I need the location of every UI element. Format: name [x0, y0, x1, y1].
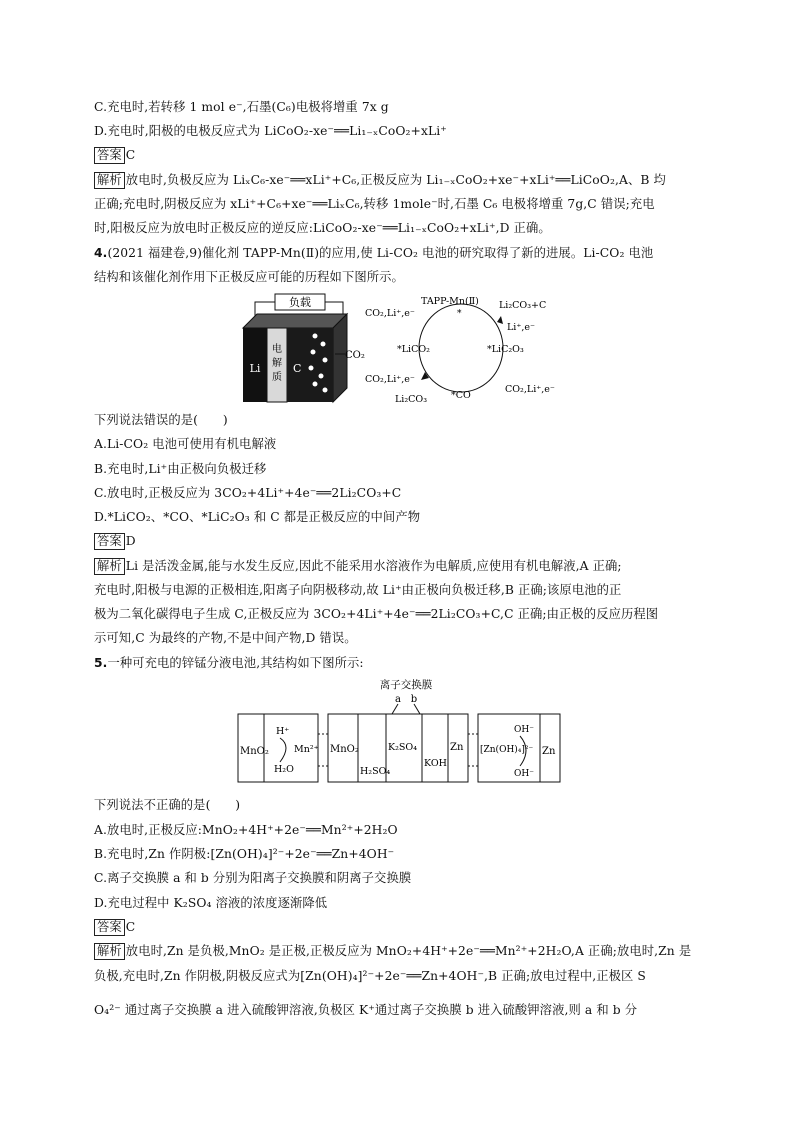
analysis-line-6: 极为二氧化碳得电子生成 C,正极反应为 3CO₂+4Li⁺+4e⁻══2Li₂CO₃+C,C 正确;由正极的反应历程图 [94, 607, 659, 621]
q5-option-d: D.充电过程中 K₂SO₄ 溶液的浓度逐渐降低 [94, 896, 328, 910]
zn-mn-battery-figure [236, 676, 562, 788]
analysis-line-5: 充电时,阳极与电源的正极相连,阳离子向阴极移动,故 Li⁺由正极向负极迁移,B 正确;该原电池的正 [94, 583, 622, 597]
question-5-line-1 [94, 653, 364, 673]
cycle-reagent-bottom-right: CO₂,Li⁺,e⁻ [505, 384, 555, 395]
analysis-line-1 [94, 170, 666, 190]
question-number: 5. [94, 656, 108, 670]
answer-tag: 答案 [94, 533, 125, 550]
question-4-line-1 [94, 243, 653, 263]
answer-tag: 答案 [94, 919, 125, 936]
q5-option-a: A.放电时,正极反应:MnO₂+4H⁺+2e⁻══Mn²⁺+2H₂O [94, 823, 398, 837]
electrolyte-char-1: 电 [272, 344, 282, 355]
cycle-arrowhead-1 [497, 316, 503, 324]
pointer-a [392, 704, 398, 714]
question-4-prompt: 下列说法错误的是( ) [94, 413, 228, 427]
cycle-byproduct: Li₂CO₃ [395, 394, 428, 404]
membrane-a-label: a [395, 694, 401, 705]
cycle-product-top: Li₂CO₃+C [499, 300, 547, 311]
catalyst-label: TAPP-Mn(Ⅱ) [421, 296, 479, 307]
answer-line-1 [94, 145, 135, 165]
mid-mno2: MnO₂ [330, 744, 359, 755]
electrolyte-char-3: 质 [272, 372, 282, 383]
mid-zn: Zn [450, 742, 464, 753]
mid-koh: KOH [424, 758, 447, 769]
li-co2-battery-figure [235, 292, 565, 404]
right-oh-top: OH⁻ [514, 725, 534, 735]
answer-tag: 答案 [94, 147, 125, 164]
right-oh-bottom: OH⁻ [514, 769, 534, 779]
left-hplus: H⁺ [276, 726, 290, 737]
cycle-reagent-right: Li⁺,e⁻ [507, 322, 536, 333]
q4-option-d: D.*LiCO₂、*CO、*LiC₂O₃ 和 C 都是正极反应的中间产物 [94, 510, 421, 524]
cycle-lico2: *LiCO₂ [397, 344, 430, 355]
analysis-text: 放电时,负极反应为 LiₓC₆-xe⁻══xLi⁺+C₆,正极反应为 Li₁₋ₓCoO₂+xe⁻+xLi⁺══LiCoO₂,A、B 均 [125, 173, 666, 187]
right-zincate: [Zn(OH)₄]²⁻ [480, 745, 534, 755]
analysis-line-10: O₄²⁻ 通过离子交换膜 a 进入硫酸钾溶液,负极区 K⁺通过离子交换膜 b 进入硫酸钾溶液,则 a 和 b 分 [94, 1003, 638, 1017]
answer-value: C [125, 920, 136, 934]
analysis-tag: 解析 [94, 943, 125, 960]
cycle-reagent-bottom-left: CO₂,Li⁺,e⁻ [365, 374, 415, 385]
cycle-co: *CO [451, 390, 471, 401]
question-5-prompt: 下列说法不正确的是( ) [94, 798, 241, 812]
load-label: 负载 [289, 296, 311, 309]
right-zn: Zn [542, 746, 556, 757]
analysis-line-2: 正确;充电时,阴极反应为 xLi⁺+C₆+xe⁻══LiₓC₆,转移 1mole⁻时,石墨 C₆ 电极将增重 7g,C 错误;充电 [94, 197, 655, 211]
analysis-line-3: 时,阳极反应为放电时正极反应的逆反应:LiCoO₂-xe⁻══Li₁₋ₓCoO₂+xLi⁺,D 正确。 [94, 221, 551, 235]
answer-value: D [125, 534, 136, 548]
co2-label: CO₂ [345, 350, 365, 361]
mid-k2so4: K₂SO₄ [388, 742, 418, 753]
left-mn2: Mn²⁺ [294, 744, 319, 755]
analysis-line-9: 负极,充电时,Zn 作阴极,阴极反应式为[Zn(OH)₄]²⁻+2e⁻══Zn+4OH⁻,B 正确;放电过程中,正极区 S [94, 969, 646, 983]
membrane-label: 离子交换膜 [379, 679, 433, 691]
left-mno2: MnO₂ [240, 746, 269, 757]
option-c-prev: C.充电时,若转移 1 mol e⁻,石墨(C₆)电极将增重 7x g [94, 100, 389, 114]
question-4-line-2: 结构和该催化剂作用下正极反应可能的历程如下图所示。 [94, 270, 404, 284]
analysis-line-8 [94, 941, 691, 961]
q5-option-b: B.充电时,Zn 作阴极:[Zn(OH)₄]²⁻+2e⁻══Zn+4OH⁻ [94, 847, 395, 861]
answer-line-3 [94, 917, 135, 937]
cycle-arrowhead-2 [421, 372, 429, 380]
q4-option-a: A.Li-CO₂ 电池可使用有机电解液 [94, 437, 277, 451]
li-label: Li [249, 362, 261, 375]
analysis-tag: 解析 [94, 558, 125, 575]
cycle-lic2o3: *LiC₂O₃ [487, 344, 524, 355]
cycle-reagent-top-left: CO₂,Li⁺,e⁻ [365, 308, 415, 319]
analysis-tag: 解析 [94, 172, 125, 189]
analysis-text: Li 是活泼金属,能与水发生反应,因此不能采用水溶液作为电解质,应使用有机电解液,A 正确; [125, 559, 622, 573]
analysis-text: 放电时,Zn 是负极,MnO₂ 是正极,正极反应为 MnO₂+4H⁺+2e⁻══Mn²⁺+2H₂O,A 正确;放电时,Zn 是 [125, 944, 692, 958]
block-top [243, 314, 347, 328]
answer-line-2 [94, 531, 136, 551]
analysis-line-4 [94, 556, 622, 576]
option-d-prev: D.充电时,阳极的电极反应式为 LiCoO₂-xe⁻══Li₁₋ₓCoO₂+xLi⁺ [94, 124, 447, 138]
answer-value: C [125, 148, 136, 162]
q4-option-c: C.放电时,正极反应为 3CO₂+4Li⁺+4e⁻══2Li₂CO₃+C [94, 486, 402, 500]
left-h2o: H₂O [274, 764, 294, 775]
catalyst-star: * [457, 309, 462, 319]
electrolyte-char-2: 解 [272, 358, 282, 369]
q4-option-b: B.充电时,Li⁺由正极向负极迁移 [94, 462, 267, 476]
q5-option-c: C.离子交换膜 a 和 b 分别为阳离子交换膜和阴离子交换膜 [94, 871, 412, 885]
question-text: 一种可充电的锌锰分液电池,其结构如下图所示: [107, 656, 364, 670]
analysis-line-7: 示可知,C 为最终的产物,不是中间产物,D 错误。 [94, 631, 357, 645]
question-number: 4. [94, 246, 108, 260]
mid-h2so4: H₂SO₄ [360, 766, 391, 777]
membrane-b-label: b [410, 694, 418, 705]
question-text: (2021 福建卷,9)催化剂 TAPP-Mn(Ⅱ)的应用,使 Li-CO₂ 电池的研究取得了新的进展。Li-CO₂ 电池 [107, 246, 654, 260]
pointer-b [414, 704, 420, 714]
c-label: C [293, 362, 302, 375]
